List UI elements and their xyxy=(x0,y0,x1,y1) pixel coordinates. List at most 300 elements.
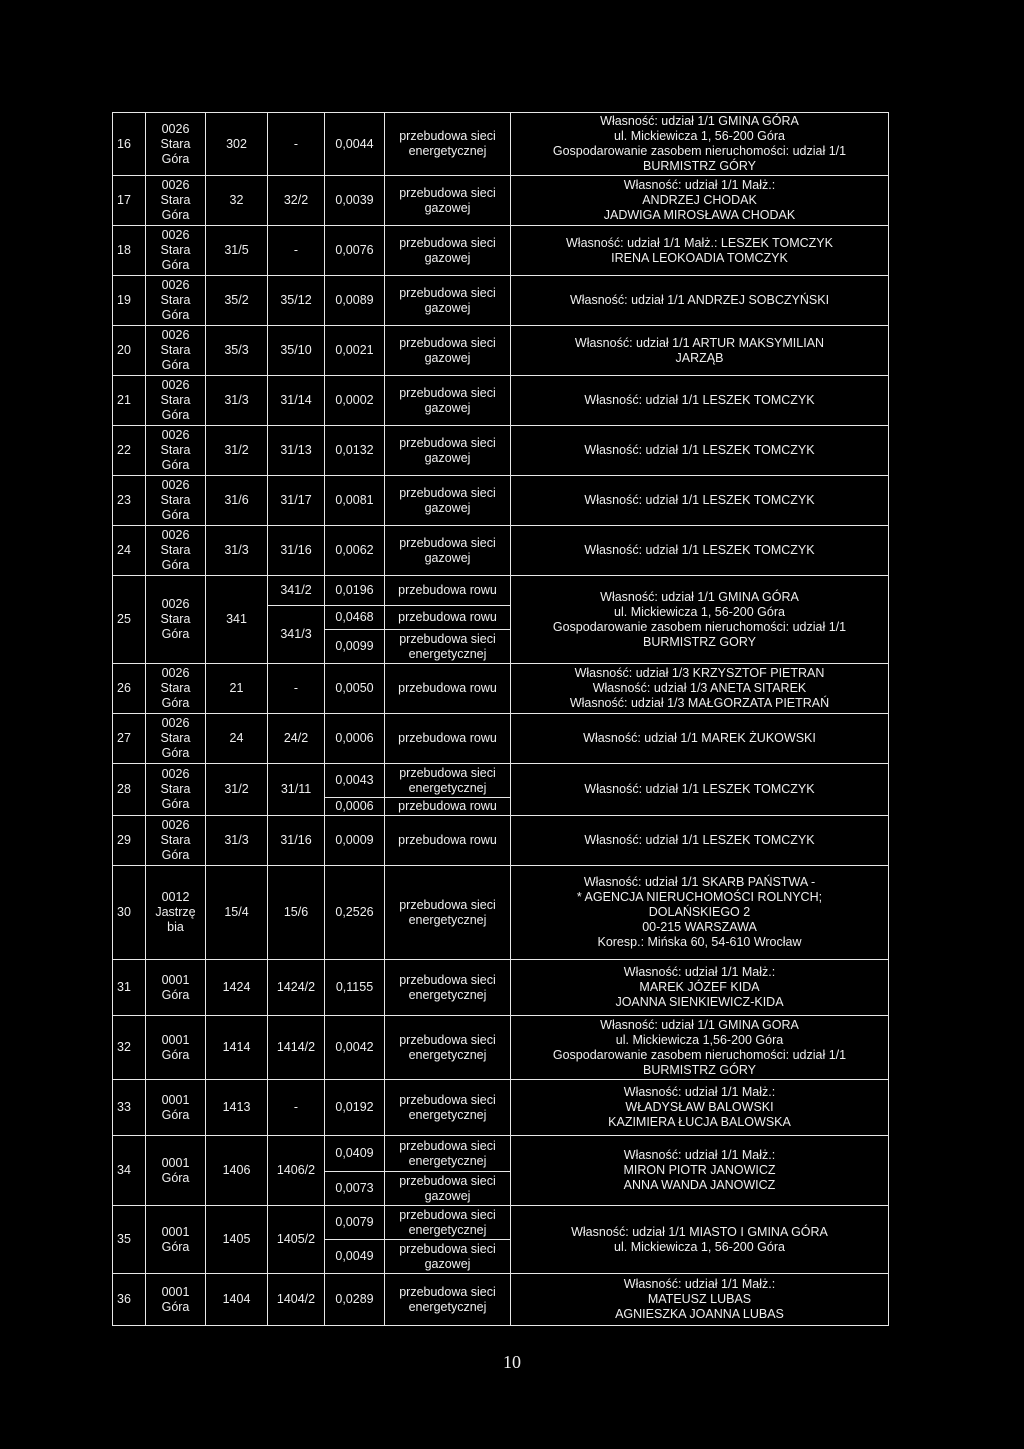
obreb-line: 0026 xyxy=(161,328,190,342)
area-cell: 0,0099 xyxy=(325,630,385,664)
area-cell: 0,0009 xyxy=(325,816,385,866)
owner-cell xyxy=(511,1016,889,1080)
owner-cell xyxy=(511,113,889,176)
obreb-line: 0026 xyxy=(161,767,190,781)
purpose-line: przebudowa sieci xyxy=(399,535,496,550)
row-number: 19 xyxy=(113,276,146,326)
owner-line: Własność: udział 1/3 ANETA SITAREK xyxy=(592,681,807,695)
table-row xyxy=(113,176,889,226)
purpose-cell xyxy=(385,113,511,176)
owner-line: Własność: udział 1/1 ANDRZEJ SOBCZYŃSKI xyxy=(569,293,830,307)
obreb-line: Stara xyxy=(160,243,191,257)
obreb-line: Góra xyxy=(161,696,190,710)
obreb-line: 0026 xyxy=(161,278,190,292)
row-number: 18 xyxy=(113,226,146,276)
parcel-cell: 31/5 xyxy=(206,226,268,276)
purpose-cell xyxy=(385,1016,511,1080)
purpose-line: przebudowa rowu xyxy=(398,799,497,813)
row-number: 27 xyxy=(113,714,146,764)
owner-line: ul. Mickiewicza 1,56-200 Góra xyxy=(615,1032,784,1047)
table-row xyxy=(113,576,889,606)
new-parcel-cell: 341/2 xyxy=(268,576,325,606)
row-number: 22 xyxy=(113,426,146,476)
obreb-line: Stara xyxy=(160,612,191,626)
owner-line: Własność: udział 1/1 Małż.: xyxy=(623,1085,776,1099)
area-cell: 0,0076 xyxy=(325,226,385,276)
owner-line: Własność: udział 1/1 Małż.: xyxy=(623,1148,776,1162)
obreb-cell xyxy=(146,1206,206,1274)
obreb-line: Góra xyxy=(161,797,190,811)
obreb-line: 0026 xyxy=(161,428,190,442)
owner-line: Własność: udział 1/1 Małż.: xyxy=(623,965,776,979)
owner-line: Gospodarowanie zasobem nieruchomości: udział 1/1 xyxy=(552,1047,847,1062)
purpose-line: energetycznej xyxy=(408,1047,487,1062)
area-cell: 0,0196 xyxy=(325,576,385,606)
owner-line: MATEUSZ LUBAS xyxy=(647,1292,752,1306)
table-row xyxy=(113,426,889,476)
obreb-line: 0026 xyxy=(161,597,190,611)
parcel-cell: 1404 xyxy=(206,1274,268,1326)
row-number: 25 xyxy=(113,576,146,664)
owner-cell xyxy=(511,714,889,764)
obreb-line: Stara xyxy=(160,293,191,307)
purpose-line: przebudowa rowu xyxy=(398,681,497,695)
purpose-line: gazowej xyxy=(424,450,471,465)
owner-line: IRENA LEOKOADIA TOMCZYK xyxy=(611,250,788,265)
owner-cell xyxy=(511,176,889,226)
obreb-line: Góra xyxy=(161,508,190,522)
owner-cell xyxy=(511,764,889,816)
purpose-cell xyxy=(385,276,511,326)
row-number: 21 xyxy=(113,376,146,426)
obreb-line: Jastrzę xyxy=(155,905,196,919)
purpose-line: przebudowa rowu xyxy=(398,833,497,847)
new-parcel-cell: - xyxy=(268,113,325,176)
new-parcel-cell: 15/6 xyxy=(268,866,325,960)
parcel-cell: 1413 xyxy=(206,1080,268,1136)
purpose-line: gazowej xyxy=(424,1188,471,1203)
parcel-cell: 21 xyxy=(206,664,268,714)
table-row xyxy=(113,1206,889,1240)
owner-line: ul. Mickiewicza 1, 56-200 Góra xyxy=(614,604,785,619)
table-row xyxy=(113,113,889,176)
new-parcel-cell: 24/2 xyxy=(268,714,325,764)
owner-cell xyxy=(511,664,889,714)
purpose-line: przebudowa rowu xyxy=(398,731,497,745)
purpose-cell xyxy=(385,714,511,764)
row-number: 20 xyxy=(113,326,146,376)
table-row xyxy=(113,476,889,526)
obreb-line: Góra xyxy=(161,1170,190,1185)
obreb-cell xyxy=(146,426,206,476)
purpose-line: energetycznej xyxy=(408,646,487,661)
purpose-cell xyxy=(385,226,511,276)
owner-line: JOANNA SIENKIEWICZ-KIDA xyxy=(615,995,784,1009)
obreb-cell xyxy=(146,176,206,226)
obreb-line: 0026 xyxy=(161,178,190,192)
owner-cell xyxy=(511,960,889,1016)
purpose-cell xyxy=(385,1240,511,1274)
parcel-cell: 35/3 xyxy=(206,326,268,376)
purpose-line: przebudowa rowu xyxy=(398,610,497,624)
purpose-cell xyxy=(385,1172,511,1206)
purpose-line: przebudowa sieci xyxy=(399,235,496,250)
area-cell: 0,0468 xyxy=(325,606,385,630)
purpose-cell xyxy=(385,1080,511,1136)
table-row xyxy=(113,1080,889,1136)
owner-cell xyxy=(511,526,889,576)
obreb-line: 0026 xyxy=(161,478,190,492)
row-number: 32 xyxy=(113,1016,146,1080)
purpose-line: przebudowa sieci xyxy=(399,285,496,300)
owner-line: 00-215 WARSZAWA xyxy=(642,920,757,934)
area-cell: 0,0043 xyxy=(325,764,385,798)
purpose-line: gazowej xyxy=(424,400,471,415)
area-cell: 0,0050 xyxy=(325,664,385,714)
area-cell: 0,1155 xyxy=(325,960,385,1016)
row-number: 23 xyxy=(113,476,146,526)
owner-line: DOLAŃSKIEGO 2 xyxy=(648,905,751,919)
obreb-line: 0001 xyxy=(161,1155,190,1170)
area-cell: 0,0062 xyxy=(325,526,385,576)
purpose-line: gazowej xyxy=(424,200,471,215)
parcel-cell: 1424 xyxy=(206,960,268,1016)
obreb-line: Stara xyxy=(160,833,191,847)
parcel-cell: 302 xyxy=(206,113,268,176)
row-number: 28 xyxy=(113,764,146,816)
obreb-line: 0026 xyxy=(161,716,190,730)
owner-cell xyxy=(511,1274,889,1326)
owner-line: Własność: udział 1/1 LESZEK TOMCZYK xyxy=(584,443,815,457)
obreb-line: Stara xyxy=(160,393,191,407)
owner-line: WŁADYSŁAW BALOWSKI xyxy=(625,1100,774,1114)
row-number: 16 xyxy=(113,113,146,176)
owner-cell xyxy=(511,226,889,276)
area-cell: 0,0192 xyxy=(325,1080,385,1136)
obreb-cell xyxy=(146,714,206,764)
obreb-line: Góra xyxy=(161,208,190,222)
owner-line: Własność: udział 1/1 GMINA GÓRA xyxy=(600,114,799,128)
owner-cell xyxy=(511,276,889,326)
owner-line: Własność: udział 1/1 Małż.: xyxy=(623,178,776,192)
owner-cell xyxy=(511,1206,889,1274)
obreb-cell xyxy=(146,276,206,326)
table-row xyxy=(113,764,889,798)
owner-cell xyxy=(511,576,889,664)
obreb-cell xyxy=(146,113,206,176)
obreb-line: Góra xyxy=(161,151,190,166)
obreb-line: 0026 xyxy=(161,228,190,242)
owner-line: Własność: udział 1/1 LESZEK TOMCZYK xyxy=(584,543,815,557)
obreb-line: Góra xyxy=(161,1299,190,1314)
new-parcel-cell: 35/12 xyxy=(268,276,325,326)
table-row xyxy=(113,1274,889,1326)
owner-line: Własność: udział 1/1 MIASTO I GMINA GÓRA xyxy=(571,1224,828,1239)
purpose-line: przebudowa sieci xyxy=(399,385,496,400)
owner-line: ul. Mickiewicza 1, 56-200 Góra xyxy=(614,1239,785,1254)
area-cell: 0,0409 xyxy=(325,1136,385,1172)
obreb-line: 0026 xyxy=(161,666,190,680)
owner-line: KAZIMIERA ŁUCJA BALOWSKA xyxy=(608,1115,791,1129)
purpose-line: przebudowa sieci xyxy=(399,1241,496,1256)
row-number: 29 xyxy=(113,816,146,866)
owner-cell xyxy=(511,1080,889,1136)
owner-line: AGNIESZKA JOANNA LUBAS xyxy=(615,1307,784,1321)
obreb-cell xyxy=(146,1136,206,1206)
purpose-line: przebudowa sieci xyxy=(399,972,496,987)
parcel-cell: 1406 xyxy=(206,1136,268,1206)
area-cell: 0,0079 xyxy=(325,1206,385,1240)
owner-cell xyxy=(511,426,889,476)
new-parcel-cell: 1405/2 xyxy=(268,1206,325,1274)
obreb-line: Góra xyxy=(161,458,190,472)
new-parcel-cell: - xyxy=(268,226,325,276)
owner-line: JARZĄB xyxy=(675,350,724,365)
parcel-cell: 31/3 xyxy=(206,816,268,866)
owner-line: Gospodarowanie zasobem nieruchomości: udział 1/1 xyxy=(552,144,847,158)
owner-line: Koresp.: Mińska 60, 54-610 Wrocław xyxy=(597,935,802,949)
new-parcel-cell: 31/11 xyxy=(268,764,325,816)
table-row xyxy=(113,1136,889,1172)
owner-line: Własność: udział 1/1 GMINA GÓRA xyxy=(600,589,799,604)
purpose-cell xyxy=(385,326,511,376)
obreb-line: 0001 xyxy=(161,1032,190,1047)
obreb-line: Góra xyxy=(161,848,190,862)
purpose-cell xyxy=(385,866,511,960)
owner-line: * AGENCJA NIERUCHOMOŚCI ROLNYCH; xyxy=(576,890,823,904)
table-row xyxy=(113,326,889,376)
owner-line: Własność: udział 1/1 LESZEK TOMCZYK xyxy=(584,833,815,847)
parcel-cell: 31/3 xyxy=(206,526,268,576)
obreb-line: Góra xyxy=(161,627,190,641)
table-row xyxy=(113,376,889,426)
purpose-line: przebudowa sieci xyxy=(399,1284,496,1299)
area-cell: 0,0081 xyxy=(325,476,385,526)
obreb-cell xyxy=(146,664,206,714)
parcel-table xyxy=(112,112,889,1326)
obreb-line: 0026 xyxy=(161,818,190,832)
purpose-cell xyxy=(385,606,511,630)
purpose-cell xyxy=(385,1136,511,1172)
table-row xyxy=(113,816,889,866)
obreb-line: 0001 xyxy=(161,1224,190,1239)
new-parcel-cell: 31/17 xyxy=(268,476,325,526)
obreb-cell xyxy=(146,1080,206,1136)
area-cell: 0,0042 xyxy=(325,1016,385,1080)
table-row xyxy=(113,664,889,714)
table-row xyxy=(113,276,889,326)
area-cell: 0,2526 xyxy=(325,866,385,960)
new-parcel-cell: 1404/2 xyxy=(268,1274,325,1326)
obreb-line: 0012 xyxy=(161,890,190,904)
area-cell: 0,0006 xyxy=(325,798,385,816)
new-parcel-cell: 341/3 xyxy=(268,606,325,664)
area-cell: 0,0002 xyxy=(325,376,385,426)
new-parcel-cell: 32/2 xyxy=(268,176,325,226)
obreb-cell xyxy=(146,376,206,426)
purpose-line: przebudowa sieci xyxy=(399,335,496,350)
obreb-cell xyxy=(146,764,206,816)
purpose-line: energetycznej xyxy=(408,1153,487,1168)
obreb-cell xyxy=(146,226,206,276)
parcel-cell: 31/2 xyxy=(206,426,268,476)
row-number: 33 xyxy=(113,1080,146,1136)
obreb-line: Góra xyxy=(161,358,190,372)
parcel-cell: 32 xyxy=(206,176,268,226)
obreb-line: Góra xyxy=(161,258,190,272)
purpose-cell xyxy=(385,1274,511,1326)
area-cell: 0,0132 xyxy=(325,426,385,476)
obreb-line: Góra xyxy=(161,408,190,422)
owner-line: Własność: udział 1/3 KRZYSZTOF PIETRAN xyxy=(574,666,825,680)
purpose-line: przebudowa sieci xyxy=(399,129,496,143)
obreb-line: Stara xyxy=(160,136,191,151)
purpose-line: przebudowa sieci xyxy=(399,1032,496,1047)
new-parcel-cell: 31/16 xyxy=(268,816,325,866)
area-cell: 0,0044 xyxy=(325,113,385,176)
new-parcel-cell: 1406/2 xyxy=(268,1136,325,1206)
obreb-line: bia xyxy=(167,920,184,934)
obreb-cell xyxy=(146,866,206,960)
table-row xyxy=(113,226,889,276)
owner-line: ANNA WANDA JANOWICZ xyxy=(623,1178,776,1192)
owner-line: MIRON PIOTR JANOWICZ xyxy=(623,1163,776,1177)
obreb-cell xyxy=(146,476,206,526)
table-row xyxy=(113,1016,889,1080)
purpose-cell xyxy=(385,664,511,714)
owner-line: Własność: udział 1/1 Małż.: xyxy=(623,1277,776,1291)
purpose-cell xyxy=(385,526,511,576)
obreb-line: Stara xyxy=(160,731,191,745)
area-cell: 0,0089 xyxy=(325,276,385,326)
purpose-cell xyxy=(385,176,511,226)
owner-line: Własność: udział 1/1 MAREK ŻUKOWSKI xyxy=(583,731,816,745)
obreb-cell xyxy=(146,576,206,664)
purpose-line: przebudowa sieci xyxy=(399,485,496,500)
owner-cell xyxy=(511,326,889,376)
obreb-line: Góra xyxy=(161,746,190,760)
obreb-line: Góra xyxy=(161,558,190,572)
new-parcel-cell: 31/13 xyxy=(268,426,325,476)
table-row xyxy=(113,526,889,576)
obreb-line: Stara xyxy=(160,782,191,796)
obreb-line: Góra xyxy=(161,1107,190,1122)
purpose-line: energetycznej xyxy=(408,780,487,795)
table-row xyxy=(113,866,889,960)
table-row xyxy=(113,714,889,764)
purpose-cell xyxy=(385,476,511,526)
purpose-line: przebudowa sieci xyxy=(399,1207,496,1222)
purpose-line: energetycznej xyxy=(408,912,487,927)
purpose-cell xyxy=(385,426,511,476)
owner-line: JADWIGA MIROSŁAWA CHODAK xyxy=(603,208,796,222)
new-parcel-cell: 31/16 xyxy=(268,526,325,576)
obreb-line: Góra xyxy=(161,1239,190,1254)
parcel-cell: 24 xyxy=(206,714,268,764)
owner-line: BURMISTRZ GÓRY xyxy=(643,159,756,173)
new-parcel-cell: 1414/2 xyxy=(268,1016,325,1080)
table-row xyxy=(113,960,889,1016)
owner-cell xyxy=(511,476,889,526)
area-cell: 0,0006 xyxy=(325,714,385,764)
owner-line: Własność: udział 1/1 SKARB PAŃSTWA - xyxy=(583,875,816,889)
obreb-cell xyxy=(146,326,206,376)
owner-cell xyxy=(511,1136,889,1206)
row-number: 35 xyxy=(113,1206,146,1274)
purpose-line: przebudowa sieci xyxy=(399,1138,496,1153)
owner-line: Własność: udział 1/1 LESZEK TOMCZYK xyxy=(584,782,815,796)
owner-line: BURMISTRZ GÓRY xyxy=(643,1062,756,1077)
owner-line: ul. Mickiewicza 1, 56-200 Góra xyxy=(614,129,785,143)
parcel-cell: 31/3 xyxy=(206,376,268,426)
obreb-line: 0026 xyxy=(161,378,190,392)
owner-line: Własność: udział 1/3 MAŁGORZATA PIETRAŃ xyxy=(569,696,830,710)
parcel-cell: 1414 xyxy=(206,1016,268,1080)
purpose-line: energetycznej xyxy=(408,987,487,1002)
area-cell: 0,0039 xyxy=(325,176,385,226)
purpose-line: energetycznej xyxy=(408,1299,487,1314)
purpose-cell xyxy=(385,1206,511,1240)
obreb-cell xyxy=(146,1274,206,1326)
purpose-line: przebudowa sieci xyxy=(399,185,496,200)
parcel-cell: 15/4 xyxy=(206,866,268,960)
obreb-line: 0001 xyxy=(161,1092,190,1107)
obreb-line: Stara xyxy=(160,681,191,695)
owner-line: Własność: udział 1/1 LESZEK TOMCZYK xyxy=(584,393,815,407)
obreb-cell xyxy=(146,816,206,866)
purpose-line: przebudowa sieci xyxy=(399,631,496,646)
purpose-cell xyxy=(385,630,511,664)
purpose-cell xyxy=(385,960,511,1016)
area-cell: 0,0021 xyxy=(325,326,385,376)
obreb-line: Stara xyxy=(160,443,191,457)
obreb-line: Góra xyxy=(161,1047,190,1062)
purpose-line: gazowej xyxy=(424,1256,471,1271)
obreb-line: Stara xyxy=(160,543,191,557)
area-cell: 0,0073 xyxy=(325,1172,385,1206)
parcel-cell: 31/6 xyxy=(206,476,268,526)
purpose-line: gazowej xyxy=(424,500,471,515)
purpose-line: przebudowa sieci xyxy=(399,897,496,912)
purpose-line: przebudowa sieci xyxy=(399,1092,496,1107)
purpose-line: gazowej xyxy=(424,350,471,365)
row-number: 36 xyxy=(113,1274,146,1326)
owner-cell xyxy=(511,376,889,426)
purpose-line: gazowej xyxy=(424,300,471,315)
area-cell: 0,0289 xyxy=(325,1274,385,1326)
parcel-cell: 31/2 xyxy=(206,764,268,816)
owner-line: Własność: udział 1/1 LESZEK TOMCZYK xyxy=(584,493,815,507)
obreb-line: Góra xyxy=(161,308,190,322)
parcel-cell: 1405 xyxy=(206,1206,268,1274)
row-number: 34 xyxy=(113,1136,146,1206)
row-number: 17 xyxy=(113,176,146,226)
obreb-cell xyxy=(146,1016,206,1080)
purpose-cell xyxy=(385,764,511,798)
owner-line: BURMISTRZ GORY xyxy=(643,634,756,649)
purpose-line: gazowej xyxy=(424,550,471,565)
parcel-cell: 341 xyxy=(206,576,268,664)
new-parcel-cell: 1424/2 xyxy=(268,960,325,1016)
new-parcel-cell: 31/14 xyxy=(268,376,325,426)
row-number: 31 xyxy=(113,960,146,1016)
purpose-line: przebudowa sieci xyxy=(399,435,496,450)
owner-cell xyxy=(511,816,889,866)
purpose-line: gazowej xyxy=(424,250,471,265)
purpose-cell xyxy=(385,576,511,606)
new-parcel-cell: - xyxy=(268,664,325,714)
row-number: 30 xyxy=(113,866,146,960)
